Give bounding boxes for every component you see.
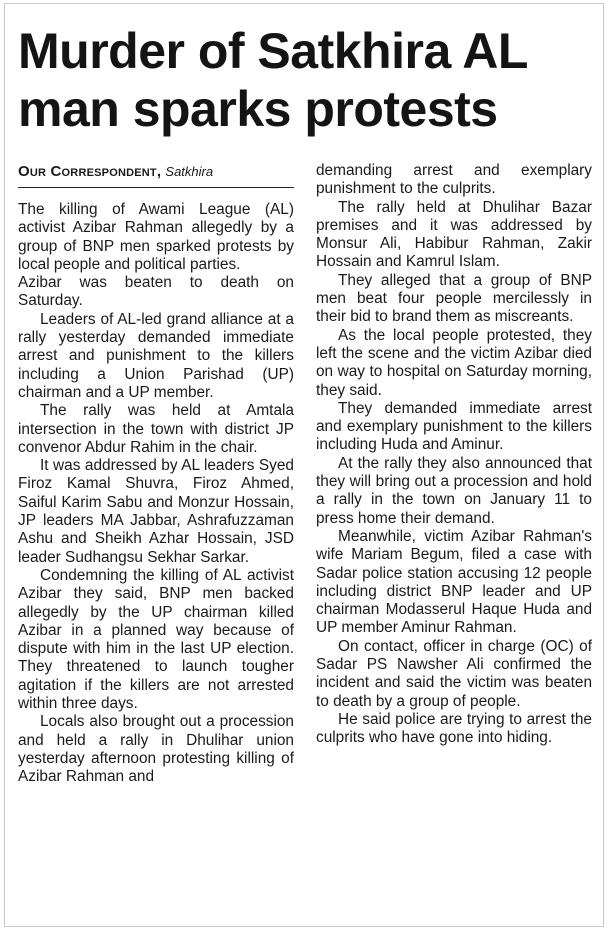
- byline-location: Satkhira: [165, 164, 214, 179]
- byline-author: Our Correspondent,: [18, 163, 162, 180]
- paragraph-split-text: Locals also brought out a procession and held a rally in Dhulihar union yesterday afternoon protesting killing of Azibar Rahman and: [18, 713, 294, 786]
- paragraph: They demanded immediate arrest and exemplary punishment to the killers including Huda and Aminur.: [316, 399, 592, 454]
- paragraph: As the local people protested, they left the scene and the victim Azibar died on way to hospital on Saturday morning, they said.: [316, 326, 592, 399]
- column-left: [18, 162, 294, 787]
- paragraph: The killing of Awami League (AL) activist Azibar Rahman allegedly by a group of BNP men sparked protests by local people and political parties.: [18, 201, 294, 273]
- paragraph-split-start: [18, 713, 294, 786]
- paragraph: He said police are trying to arrest the culprits who have gone into hiding.: [316, 710, 592, 747]
- paragraph: It was addressed by AL leaders Syed Firoz Kamal Shuvra, Firoz Ahmed, Saiful Karim Sabu and Monzur Hossain, JP leaders MA Jabbar, Ashrafuzzaman Ashu and Sheikh Azhar Hossain, JSD leader Sudhangsu Sekhar Sarkar.: [18, 457, 294, 566]
- paragraph: The rally was held at Amtala intersection in the town with district JP convenor Abdur Rahim in the chair.: [18, 402, 294, 456]
- byline: [18, 162, 294, 188]
- paragraph: Meanwhile, victim Azibar Rahman's wife Mariam Begum, filed a case with Sadar police station accusing 12 people including district BNP leader and UP chairman Modasserul Haque Huda and UP member Aminur Rahman.: [316, 527, 592, 637]
- paragraph-split-continued: [316, 162, 592, 199]
- paragraph-split-text-continued: demanding arrest and exemplary punishment to the culprits.: [316, 162, 592, 198]
- headline: Murder of Satkhira AL man sparks protests: [18, 23, 528, 137]
- paragraph: On contact, officer in charge (OC) of Sadar PS Nawsher Ali confirmed the incident and said the victim was beaten to death by a group of people.: [316, 637, 592, 710]
- paragraph: They alleged that a group of BNP men beat four people mercilessly in their bid to brand them as miscreants.: [316, 271, 592, 326]
- paragraph: Azibar was beaten to death on Saturday.: [18, 274, 294, 310]
- column-right: [316, 162, 592, 748]
- paragraph: Condemning the killing of AL activist Azibar they said, BNP men backed allegedly by the UP chairman killed Azibar in a planned way because of dispute with him in the last UP election. They threatened to launch tougher agitation if the killers are not arrested within three days.: [18, 566, 294, 713]
- paragraph: At the rally they also announced that they will bring out a procession and hold a rally in the town on January 11 to press home their demand.: [316, 454, 592, 527]
- paragraph: The rally held at Dhulihar Bazar premises and it was addressed by Monsur Ali, Habibur Rahman, Zakir Hossain and Kamrul Islam.: [316, 198, 592, 271]
- paragraph: Leaders of AL-led grand alliance at a rally yesterday demanded immediate arrest and punishment to the killers including a Union Parishad (UP) chairman and a UP member.: [18, 310, 294, 401]
